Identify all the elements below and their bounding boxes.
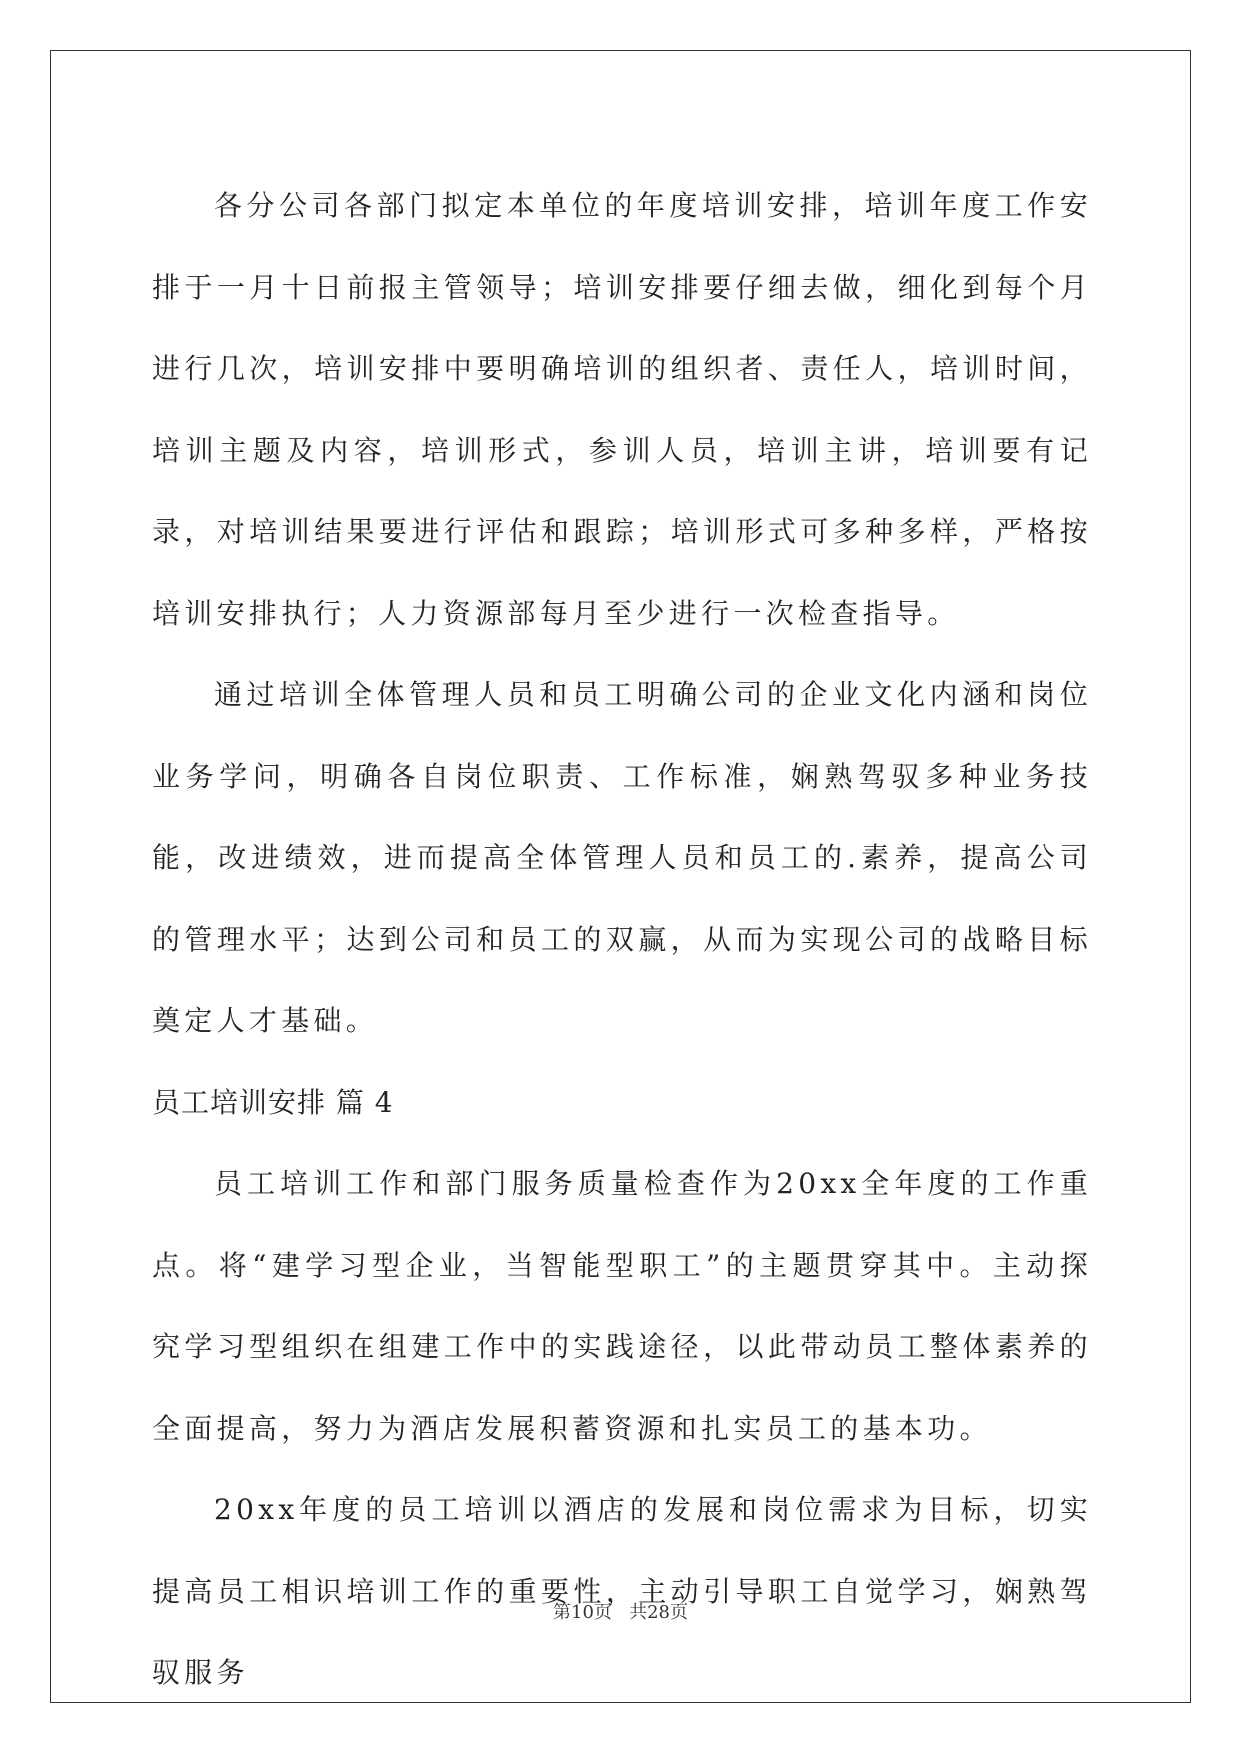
document-body <box>152 165 1092 1714</box>
page-number: 第10页 共28页 <box>553 1602 688 1623</box>
paragraph-4: 20xx年度的员工培训以酒店的发展和岗位需求为目标，切实提高员工相识培训工作的重要性，主动引导职工自觉学习，娴熟驾驭服务 <box>152 1493 1092 1689</box>
paragraph-2: 通过培训全体管理人员和员工明确公司的企业文化内涵和岗位业务学问，明确各自岗位职责、工作标准，娴熟驾驭多种业务技能，改进绩效，进而提高全体管理人员和员工的.素养，提高公司的管理水平；达到公司和员工的双赢，从而为实现公司的战略目标奠定人才基础。 <box>152 678 1092 1037</box>
section-heading: 员工培训安排 篇 4 <box>152 1085 394 1119</box>
paragraph-1: 各分公司各部门拟定本单位的年度培训安排，培训年度工作安排于一月十日前报主管领导；培训安排要仔细去做，细化到每个月进行几次，培训安排中要明确培训的组织者、责任人，培训时间，培训主题及内容，培训形式，参训人员，培训主讲，培训要有记录，对培训结果要进行评估和跟踪；培训形式可多种多样，严格按培训安排执行；人力资源部每月至少进行一次检查指导。 <box>152 189 1092 630</box>
paragraph-3: 员工培训工作和部门服务质量检查作为20xx全年度的工作重点。将“建学习型企业，当智能型职工”的主题贯穿其中。主动探究学习型组织在组建工作中的实践途径，以此带动员工整体素养的全面提高，努力为酒店发展积蓄资源和扎实员工的基本功。 <box>152 1167 1092 1445</box>
page-footer <box>0 1598 1241 1624</box>
